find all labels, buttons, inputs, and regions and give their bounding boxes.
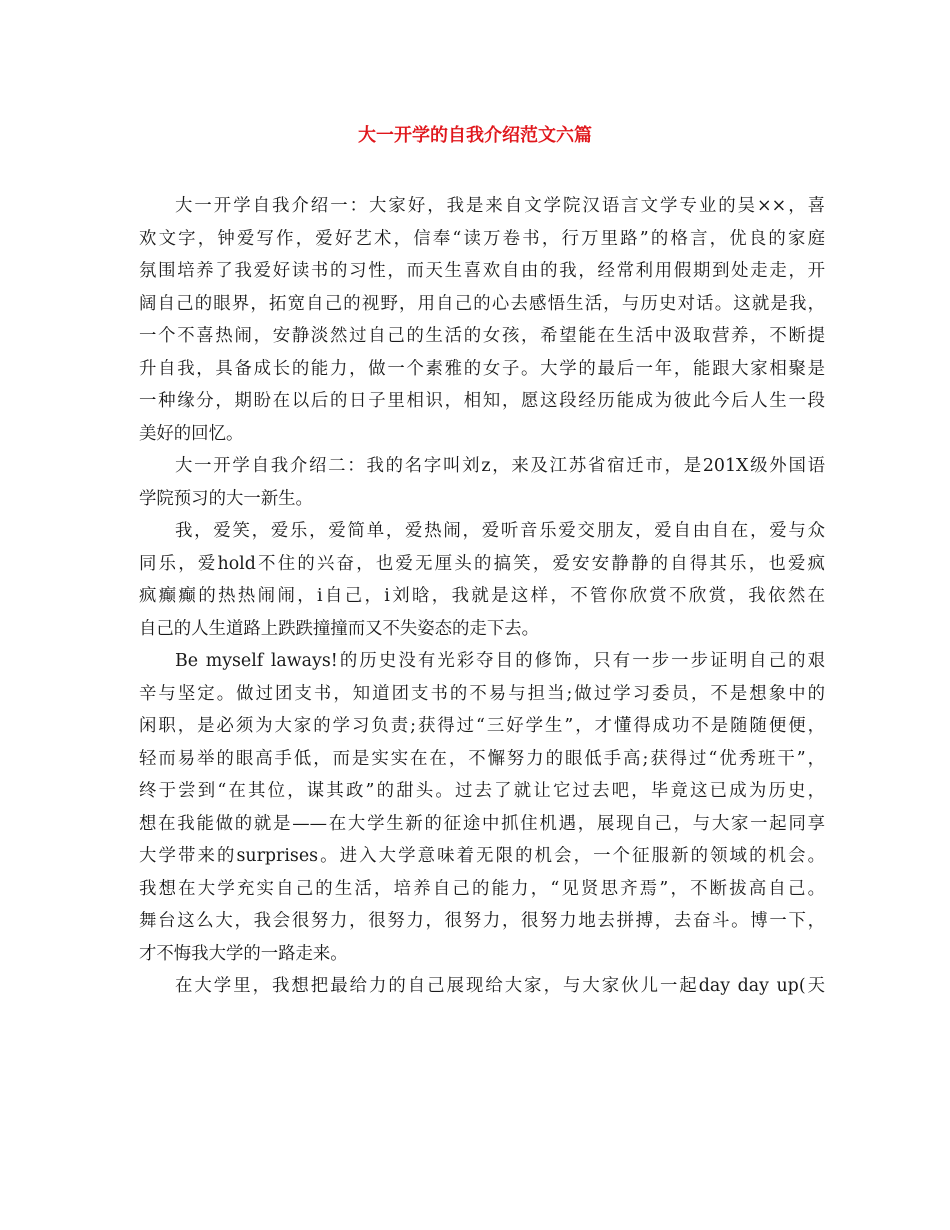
text-line: 氛围培养了我爱好读书的习性，而天生喜欢自由的我，经常利用假期到处走走，开 <box>139 261 825 281</box>
text-line: 一种缘分，期盼在以后的日子里相识，相知，愿这段经历能成为彼此今后人生一段 <box>139 391 825 411</box>
text-line: 大一开学自我介绍二：我的名字叫刘z，来及江苏省宿迁市，是201X级外国语 <box>175 456 825 476</box>
text-line: 升自我，具备成长的能力，做一个素雅的女子。大学的最后一年，能跟大家相聚是 <box>139 358 825 379</box>
text-line: Be myself laways!的历史没有光彩夺目的修饰，只有一步一步证明自己的艰 <box>175 651 825 671</box>
text-line: 闲职，是必须为大家的学习负责;获得过“三好学生”，才懂得成功不是随随便便， <box>139 716 825 736</box>
paragraph-history <box>139 645 825 970</box>
paragraph-intro-one <box>139 190 825 450</box>
text-line: 大学带来的surprises。进入大学意味着无限的机会，一个征服新的领域的机会。 <box>139 846 825 866</box>
text-line: 我，爱笑，爱乐，爱简单，爱热闹，爱听音乐爱交朋友，爱自由自在，爱与众 <box>175 521 825 541</box>
document-title: 大一开学的自我介绍范文六篇 <box>358 125 592 146</box>
text-line: 轻而易举的眼高手低，而是实实在在，不懈努力的眼低手高;获得过“优秀班干”， <box>139 748 825 769</box>
text-line: 疯癫癫的热热闹闹，i自己，i刘晗，我就是这样，不管你欣赏不欣赏，我依然在 <box>139 586 825 606</box>
text-line: 阔自己的眼界，拓宽自己的视野，用自己的心去感悟生活，与历史对话。这就是我， <box>139 293 825 314</box>
text-line: 大一开学自我介绍一：大家好，我是来自文学院汉语言文学专业的吴××，喜 <box>175 196 825 216</box>
text-line: 想在我能做的就是——在大学生新的征途中抓住机遇，展现自己，与大家一起同享 <box>139 813 825 834</box>
text-line: 美好的回忆。 <box>139 423 244 444</box>
text-line: 我想在大学充实自己的生活，培养自己的能力，“见贤思齐焉”，不断拔高自己。 <box>139 878 825 899</box>
text-line: 学院预习的大一新生。 <box>139 488 313 509</box>
paragraph-intro-two <box>139 450 825 515</box>
document-body <box>139 190 825 1003</box>
text-line: 同乐，爱hold不住的兴奋，也爱无厘头的搞笑，爱安安静静的自得其乐，也爱疯 <box>139 553 825 574</box>
text-line: 才不悔我大学的一路走来。 <box>139 943 348 964</box>
paragraph-university <box>139 970 825 1003</box>
text-line: 欢文字，钟爱写作，爱好艺术，信奉“读万卷书，行万里路”的格言，优良的家庭 <box>139 228 825 249</box>
text-line: 辛与坚定。做过团支书，知道团支书的不易与担当;做过学习委员，不是想象中的 <box>139 683 825 704</box>
text-line: 自己的人生道路上跌跌撞撞而又不失姿态的走下去。 <box>139 618 539 639</box>
text-line: 一个不喜热闹，安静淡然过自己的生活的女孩，希望能在生活中汲取营养，不断提 <box>139 326 825 346</box>
text-line: 在大学里，我想把最给力的自己展现给大家，与大家伙儿一起day day up(天 <box>175 976 825 996</box>
text-line: 终于尝到“在其位，谋其政”的甜头。过去了就让它过去吧，毕竟这已成为历史， <box>139 781 825 801</box>
paragraph-hobbies <box>139 515 825 645</box>
text-line: 舞台这么大，我会很努力，很努力，很努力，很努力地去拼搏，去奋斗。博一下， <box>139 911 825 931</box>
